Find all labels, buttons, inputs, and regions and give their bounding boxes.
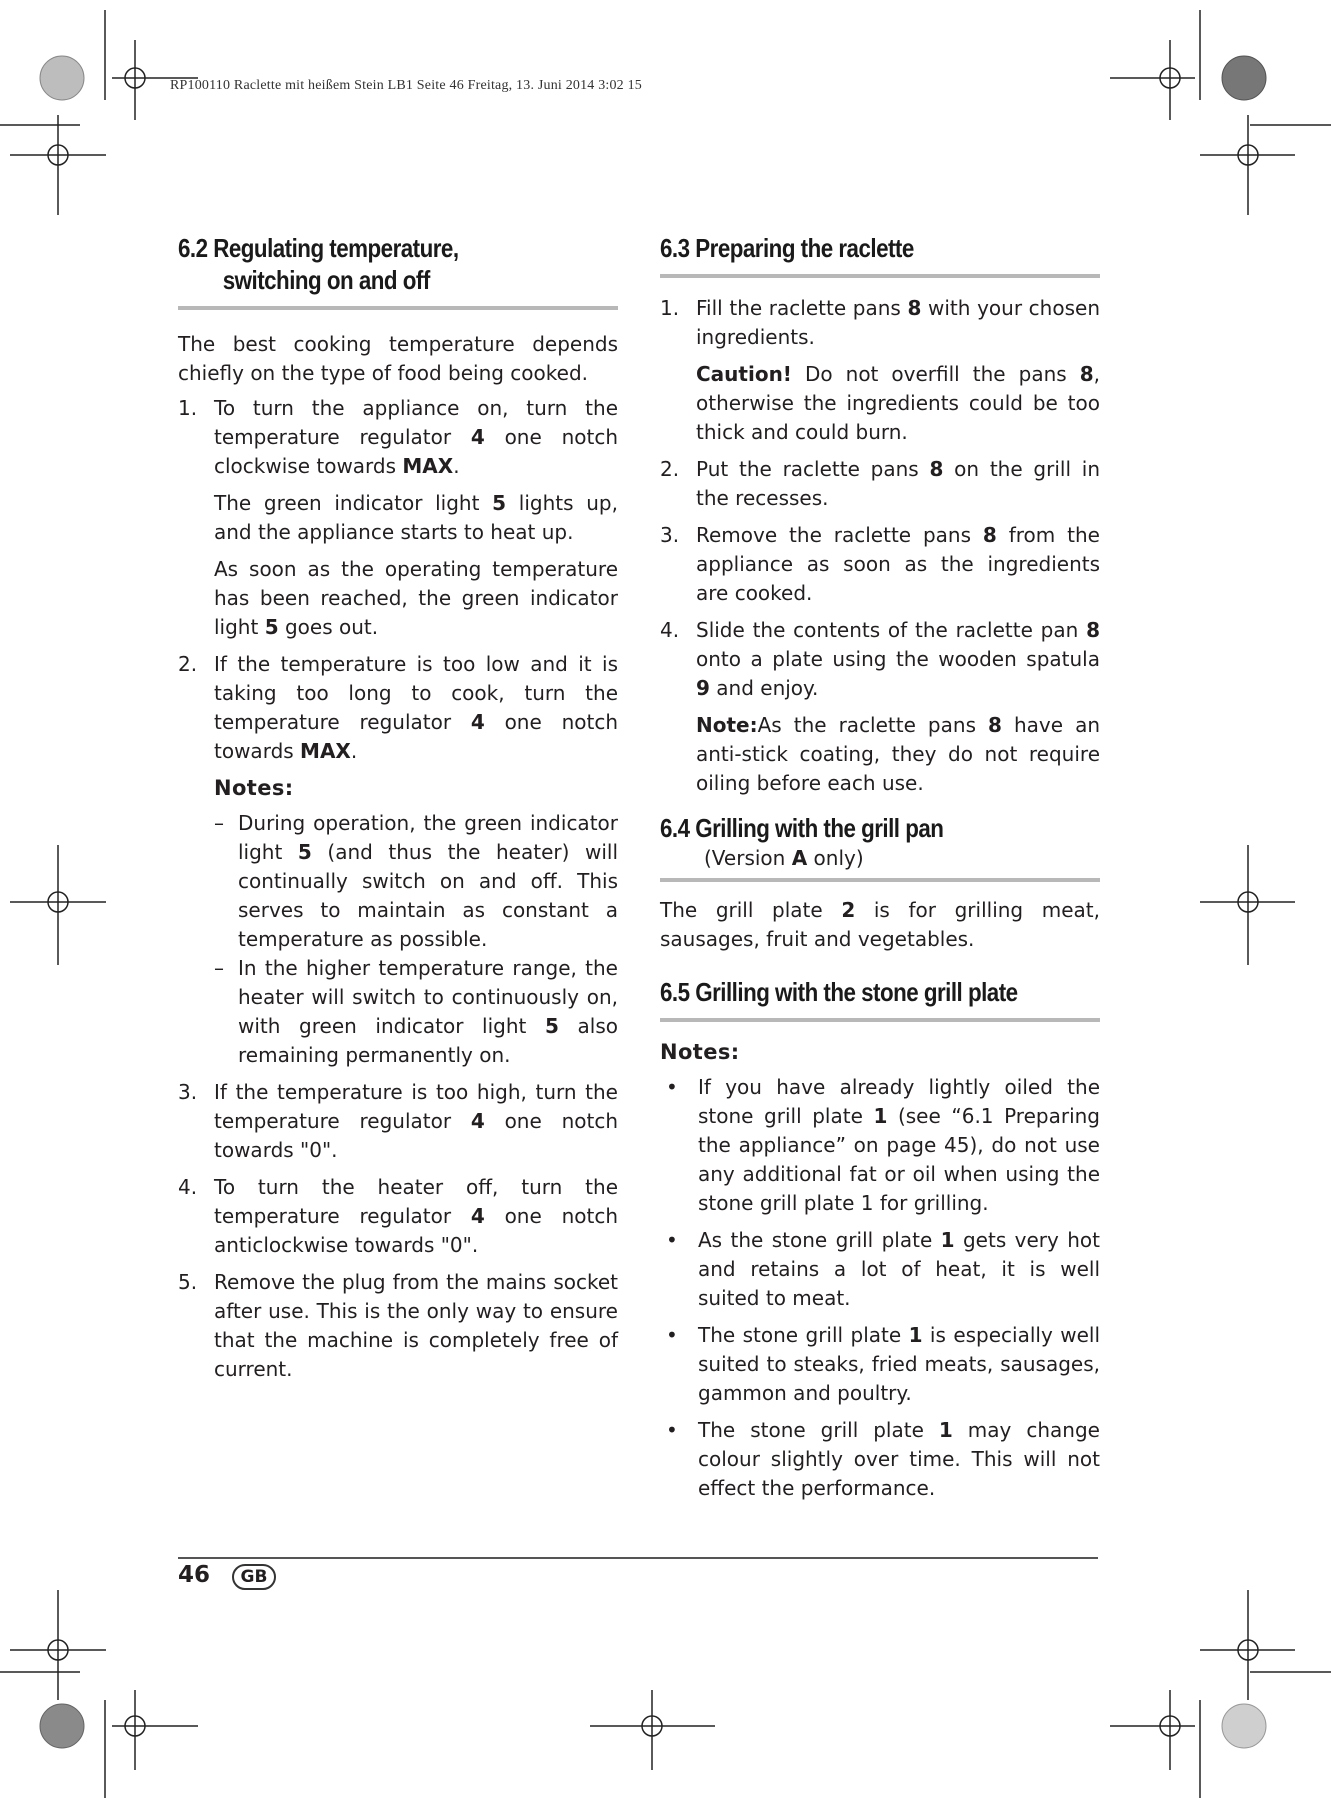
notes-list (214, 809, 618, 1070)
list-item: 2. If the temperature is too low and it is taking too long to cook, turn the temperature regulator 4 one notch towards MAX. Notes: – During operation, the green indicator light 5 (and thus the heater) will continually switch on and off. This serves to maintain as constant a temperature as possible. – In the higher temperature range, the heater will switch to continuously on, with green indicator light 5 also remaining permanently on. (178, 650, 618, 1070)
list-item: • The stone grill plate 1 is especially well suited to steaks, fried meats, sausages, gammon and poultry. (666, 1323, 1100, 1405)
list-item: • As the stone grill plate 1 gets very hot and retains a lot of heat, it is well suited to meat. (666, 1228, 1100, 1310)
left-column (178, 232, 618, 1392)
list-item: 3. Remove the raclette pans 8 from the appliance as soon as the ingredients are cooked. (660, 523, 1100, 605)
country-badge: GB (232, 1564, 276, 1590)
section-6-2-title: 6.2 Regulating temperature, switching on and off (178, 233, 459, 295)
list-item: • The stone grill plate 1 may change colour slightly over time. This will not effect the performance. (666, 1418, 1100, 1500)
raclette-steps (660, 294, 1100, 798)
page-number: 46 (178, 1562, 211, 1588)
section-6-3-title: 6.3 Preparing the raclette (660, 233, 914, 263)
footer-rule (178, 1557, 1098, 1559)
list-item: 3. If the temperature is too high, turn the temperature regulator 4 one notch towards "0". (178, 1080, 618, 1162)
section-rule (660, 878, 1100, 882)
section-rule (660, 1018, 1100, 1022)
list-item: 2. Put the raclette pans 8 on the grill in the recesses. (660, 457, 1100, 510)
version-note: (Version A only) (704, 846, 864, 870)
notes-heading: Notes: (214, 776, 294, 800)
print-header-line: RP100110 Raclette mit heißem Stein LB1 Seite 46 Freitag, 13. Juni 2014 3:02 15 (170, 78, 642, 93)
list-item: 1. To turn the appliance on, turn the temperature regulator 4 one notch clockwise towards MAX. The green indicator light 5 lights up, and the appliance starts to heat up. As soon as the operating temperature has been reached, the green indicator light 5 goes out. (178, 396, 618, 639)
section-6-5-title: 6.5 Grilling with the stone grill plate (660, 977, 1018, 1007)
right-column (660, 232, 1100, 1511)
list-item: – In the higher temperature range, the heater will switch to continuously on, with green indicator light 5 also remaining permanently on. (214, 956, 618, 1067)
intro-paragraph: The best cooking temperature depends chiefly on the type of food being cooked. (178, 332, 618, 385)
notes-heading: Notes: (660, 1040, 740, 1064)
grill-pan-paragraph: The grill plate 2 is for grilling meat, sausages, fruit and vegetables. (660, 898, 1100, 951)
section-rule (178, 306, 618, 310)
list-item: 1. Fill the raclette pans 8 with your chosen ingredients. Caution! Do not overfill the pans 8, otherwise the ingredients could be too thick and could burn. (660, 296, 1100, 444)
list-item: – During operation, the green indicator light 5 (and thus the heater) will continually switch on and off. This serves to maintain as constant a temperature as possible. (214, 811, 618, 951)
section-rule (660, 274, 1100, 278)
list-item: • If you have already lightly oiled the stone grill plate 1 (see “6.1 Preparing the appliance” on page 45), do not use any additional fat or oil when using the stone grill plate 1 for grilling. (666, 1075, 1100, 1215)
section-6-4-title: 6.4 Grilling with the grill pan (660, 813, 944, 843)
list-item: 5. Remove the plug from the mains socket after use. This is the only way to ensure that the machine is completely free of current. (178, 1270, 618, 1381)
stone-grill-notes (660, 1073, 1100, 1503)
list-item: 4. To turn the heater off, turn the temperature regulator 4 one notch anticlockwise towards "0". (178, 1175, 618, 1257)
list-item: 4. Slide the contents of the raclette pan 8 onto a plate using the wooden spatula 9 and enjoy. Note:As the raclette pans 8 have an anti-stick coating, they do not require oiling before each use. (660, 618, 1100, 795)
temperature-steps (178, 394, 618, 1384)
